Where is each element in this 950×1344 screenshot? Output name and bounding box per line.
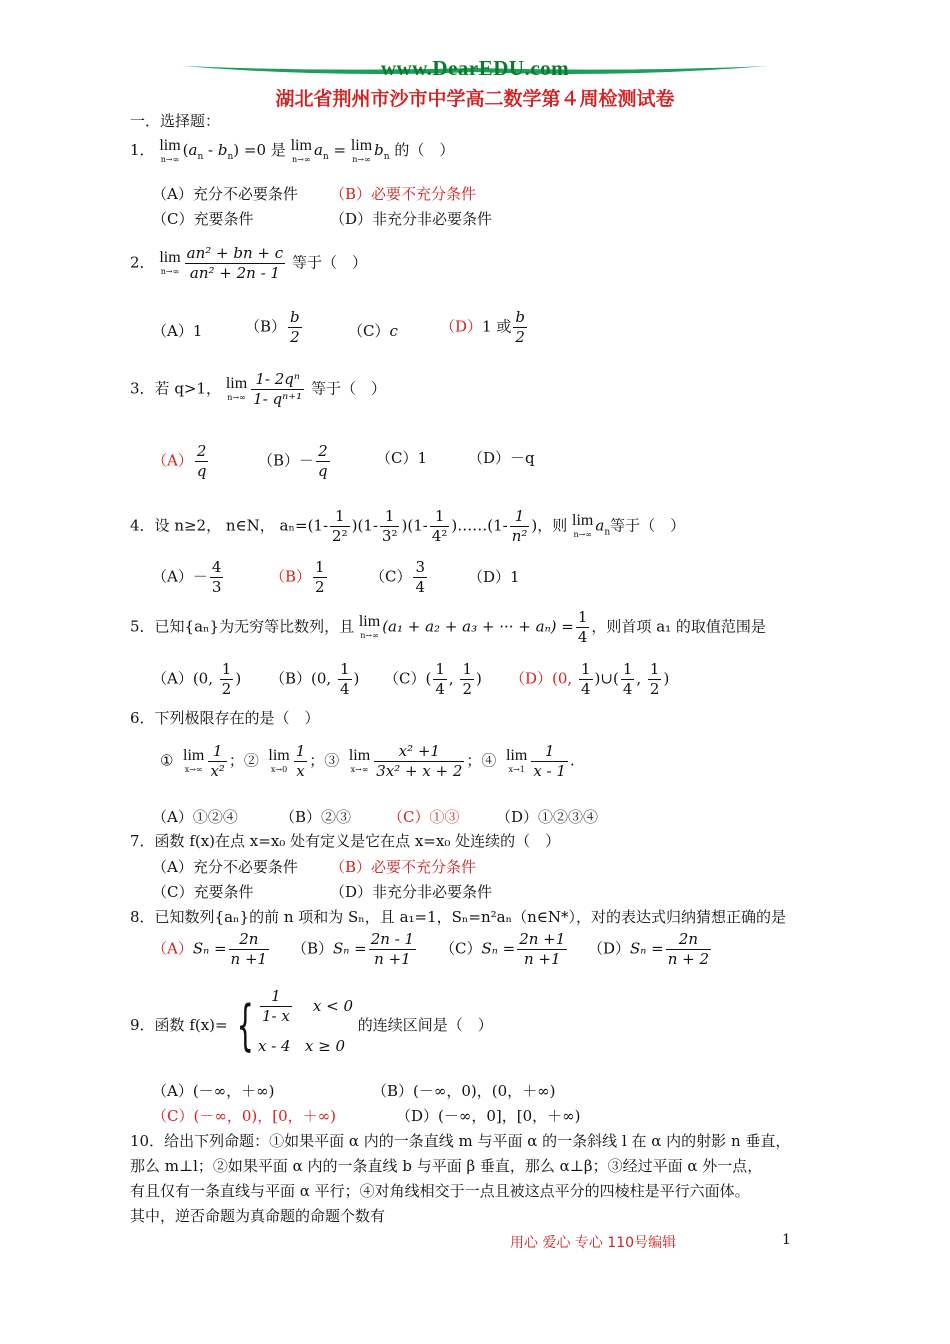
footer-text: 用心 爱心 专心 110号编辑 [510,1235,677,1251]
q4-option-a: （A）－ $\frac{4}{3}$ [152,558,222,596]
q9-option-d: （D）(－∞，0]，[0，＋∞) [396,1107,581,1125]
question-1: 1． lim n→∞ $(a_n - b_n) =0$ 是 lim n→∞ $a_n$ = lim n→∞ $b_n$ 的（ ） [130,137,455,164]
q3-option-d: （D）－q [468,449,535,467]
q8-option-d: （D）Sₙ = $\frac{2n}{n + 2}$ [588,930,710,968]
question-10-line-2: 那么 m⊥l；②如果平面 α 内的一条直线 b 与平面 β 垂直，那么 α⊥β；③经过平面 α 外一点， [130,1157,763,1175]
q1-option-a: （A）充分不必要条件 [152,185,298,203]
q9-option-b: （B）(－∞，0)，(0，＋∞) [372,1082,556,1100]
q2-option-d: （D）1 或 $\frac{b}{2}$ [440,308,525,346]
q8-option-a: （A）Sₙ = $\frac{2n}{n +1}$ [152,930,268,968]
question-7: 7．函数 f(x)在点 x=x₀ 处有定义是它在点 x=x₀ 处连续的（ ） [130,832,561,850]
q7-option-b: （B）必要不充分条件 [330,858,477,876]
q5-option-b: （B）(0, $\frac{1}{4}$ ) [270,660,360,698]
q4-option-d: （D）1 [468,568,520,586]
q1-option-c: （C）充要条件 [152,210,254,228]
q6-option-c: （C）①③ [388,808,460,826]
question-2: 2． lim n→∞ $\frac{\text{an² + bn + c}}{\text{an² + 2n - 1}}$ 等于（ ） [130,244,367,282]
question-10-line-1: 10．给出下列命题：①如果平面 α 内的一条直线 m 与平面 α 的一条斜线 l 在 α 内的射影 n 垂直， [130,1132,791,1150]
q6-option-d: （D）①②③④ [496,808,599,826]
q7-option-a: （A）充分不必要条件 [152,858,298,876]
page-number: 1 [782,1232,791,1248]
section-heading: 一．选择题： [130,112,221,130]
q1-option-d: （D）非充分非必要条件 [330,210,493,228]
q1-option-b: （B）必要不充分条件 [330,185,477,203]
q5-option-c: （C）( $\frac{1}{4}$ , $\frac{1}{2}$ ) [384,660,482,698]
q6-option-a: （A）①②④ [152,808,238,826]
question-10-line-3: 有且仅有一条直线与平面 α 平行；④对角线相交于一点且被这点平分的四棱柱是平行六面体。 [130,1182,750,1200]
q9-option-c: （C）(－∞，0)，[0，＋∞) [152,1107,336,1125]
question-9: 9．函数 f(x)= { $\frac{1}{1- x}$ x < 0 x - 4 x ≥ 0 的连续区间是（ ） [130,986,493,1057]
question-3: 3．若 q>1， lim n→∞ $\frac{\text{1- 2qⁿ}}{\text{1- qⁿ⁺¹}}$ 等于（ ） [130,370,386,408]
q2-option-c: （C）c [348,322,398,340]
q5-option-a: （A）(0, $\frac{1}{2}$ ) [152,660,242,698]
page-title: 湖北省荆州市沙市中学高二数学第４周检测试卷 [275,88,675,110]
q2-option-a: （A）1 [152,322,203,340]
question-8: 8．已知数列{aₙ}的前 n 项和为 Sₙ，且 a₁=1，Sₙ=n²aₙ（n∈N*），对的表达式归纳猜想正确的是 [130,908,786,926]
q8-option-b: （B）Sₙ = $\frac{2n - 1}{n +1}$ [292,930,415,968]
question-10-line-4: 其中，逆否命题为真命题的命题个数有 [130,1207,386,1225]
q6-limits: ① lim x→∞ $\frac{1}{\text{x²}}$ ；② lim x→0 $\frac{1}{x}$ ；③ lim x→∞ $\frac{\text{x² +1}}{\text{3x² + x + 2}}$ ；④ lim x→1 $\frac{1}{x - 1}$ . [160,742,575,780]
q4-option-b: （B） $\frac{1}{2}$ [270,558,325,596]
question-5: 5．已知{aₙ}为无穷等比数列，且 lim n→∞ (a₁ + a₂ + a₃ + ··· + aₙ) = $\frac{1}{4}$ ，则首项 a₁ 的取值范围是 [130,608,766,646]
q3-option-c: （C）1 [376,449,428,467]
question-6: 6．下列极限存在的是（ ） [130,709,320,727]
q5-option-d: （D）(0, $\frac{1}{4}$ )∪( $\frac{1}{4}$ , $\frac{1}{2}$ ) [510,660,670,698]
q8-option-c: （C）Sₙ = $\frac{2n +1}{n +1}$ [440,930,566,968]
q7-option-c: （C）充要条件 [152,883,254,901]
q9-option-a: （A）(－∞，＋∞) [152,1082,275,1100]
q2-option-b: （B） $\frac{b}{2}$ [245,308,300,346]
watermark-logo: www.DearEDU.com [380,56,570,80]
question-4: 4．设 n≥2， n∈N， aₙ=(1- $\frac{1}{\text{2²}}$ )(1- $\frac{1}{\text{3²}}$ )(1- $\frac{1}{\text{4²}}$ )……(1- $\frac{1}{\text{n²}}$ )，则 lim n→∞ $a_n$等于（ ） [130,507,686,545]
q7-option-d: （D）非充分非必要条件 [330,883,493,901]
q6-option-b: （B）②③ [280,808,352,826]
q3-option-b: （B）－ $\frac{2}{q}$ [258,442,328,480]
q3-option-a: （A） $\frac{2}{q}$ [152,442,207,480]
q4-option-c: （C） $\frac{3}{4}$ [370,558,426,596]
